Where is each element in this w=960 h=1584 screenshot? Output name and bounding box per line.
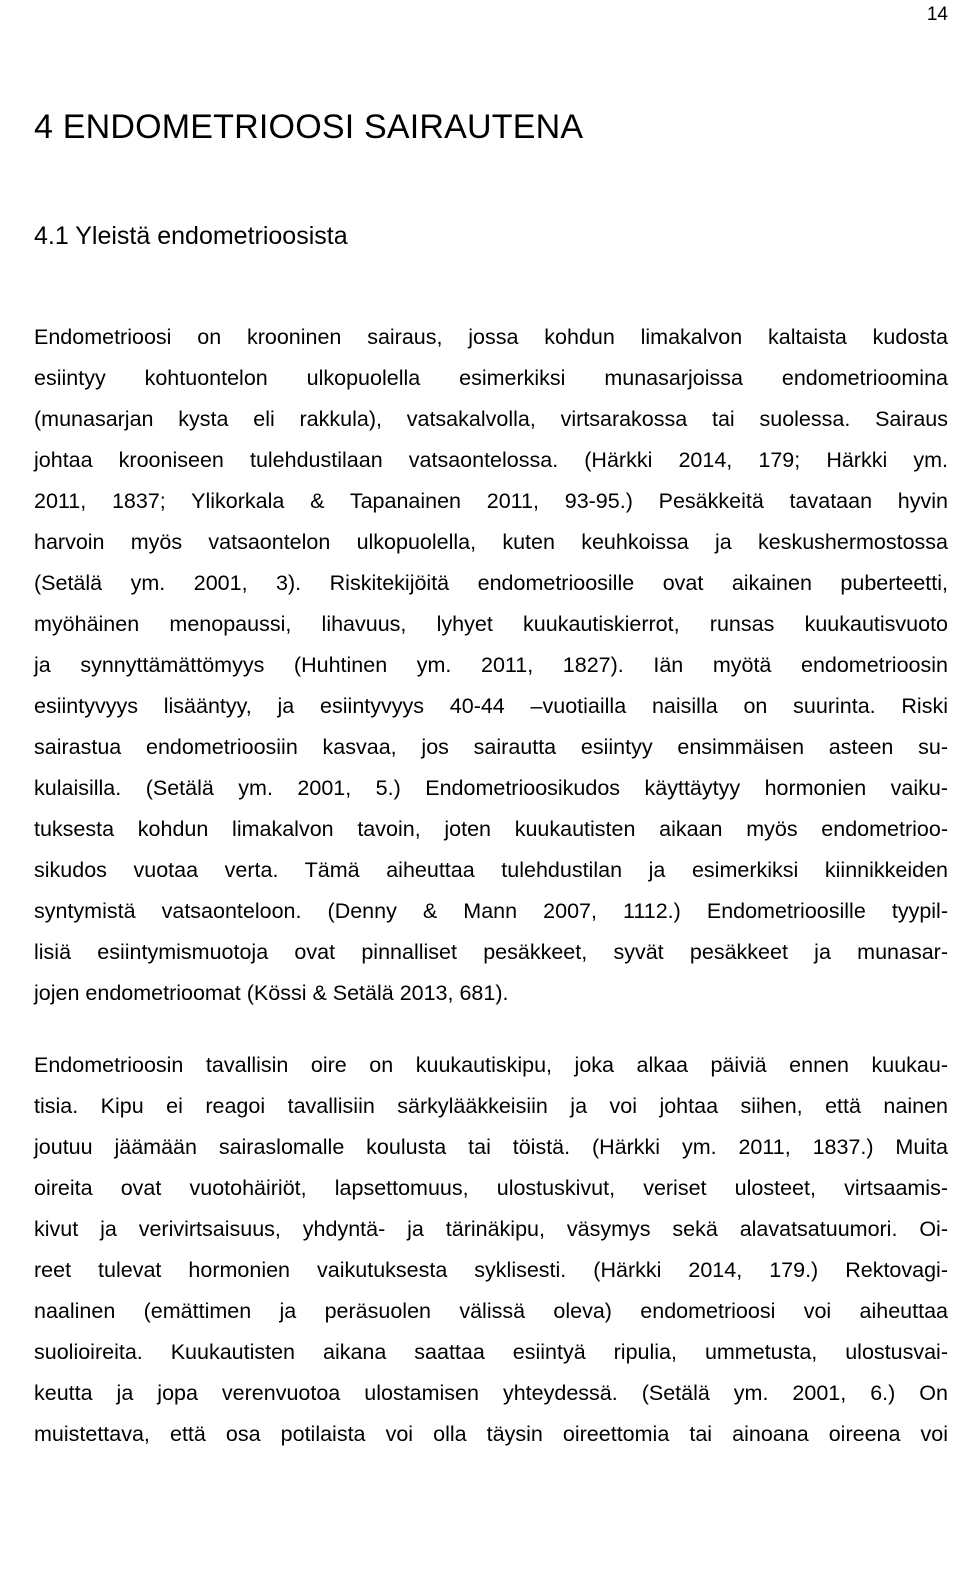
paragraph-line: myöhäinen menopaussi, lihavuus, lyhyet kuukautiskierrot, runsas kuukautisvuoto (34, 612, 948, 636)
paragraph-line: kivut ja verivirtsaisuus, yhdyntä- ja tärinäkipu, väsymys sekä alavatsatuumori. Oi- (34, 1217, 948, 1241)
paragraph-line: ja synnyttämättömyys (Huhtinen ym. 2011, 1827). Iän myötä endometrioosin (34, 653, 948, 677)
page-number: 14 (926, 4, 948, 25)
paragraph-line: tisia. Kipu ei reagoi tavallisiin särkylääkkeisiin ja voi johtaa siihen, että nainen (34, 1094, 948, 1118)
paragraph-line: keutta ja jopa verenvuotoa ulostamisen yhteydessä. (Setälä ym. 2001, 6.) On (34, 1381, 948, 1405)
paragraph-line: muistettava, että osa potilaista voi olla täysin oireettomia tai ainoana oireena voi (34, 1422, 948, 1446)
paragraph-line: naalinen (emättimen ja peräsuolen välissä oleva) endometrioosi voi aiheuttaa (34, 1299, 948, 1323)
paragraph-line: sairastua endometrioosiin kasvaa, jos sairautta esiintyy ensimmäisen asteen su- (34, 735, 948, 759)
paragraph-line: reet tulevat hormonien vaikutuksesta syklisesti. (Härkki 2014, 179.) Rektovagi- (34, 1258, 948, 1282)
paragraph-line: (munasarjan kysta eli rakkula), vatsakalvolla, virtsarakossa tai suolessa. Sairaus (34, 407, 948, 431)
chapter-title: 4 ENDOMETRIOOSI SAIRAUTENA (34, 108, 584, 146)
paragraph-line: (Setälä ym. 2001, 3). Riskitekijöitä endometrioosille ovat aikainen puberteetti, (34, 571, 948, 595)
paragraph-line: kulaisilla. (Setälä ym. 2001, 5.) Endometrioosikudos käyttäytyy hormonien vaiku- (34, 776, 948, 800)
paragraph-line: lisiä esiintymismuotoja ovat pinnalliset pesäkkeet, syvät pesäkkeet ja munasar- (34, 940, 948, 964)
paragraph-line: joutuu jäämään sairaslomalle koulusta tai töistä. (Härkki ym. 2011, 1837.) Muita (34, 1135, 948, 1159)
paragraph-line: syntymistä vatsaonteloon. (Denny & Mann 2007, 1112.) Endometrioosille tyypil- (34, 899, 948, 923)
paragraph-line: oireita ovat vuotohäiriöt, lapsettomuus, ulostuskivut, veriset ulosteet, virtsaamis- (34, 1176, 948, 1200)
paragraph-line: tuksesta kohdun limakalvon tavoin, joten kuukautisten aikaan myös endometrioo- (34, 817, 948, 841)
paragraph-line: johtaa krooniseen tulehdustilaan vatsaontelossa. (Härkki 2014, 179; Härkki ym. (34, 448, 948, 472)
paragraph-line: sikudos vuotaa verta. Tämä aiheuttaa tulehdustilan ja esimerkiksi kiinnikkeiden (34, 858, 948, 882)
paragraph-line: esiintyy kohtuontelon ulkopuolella esimerkiksi munasarjoissa endometrioomina (34, 366, 948, 390)
paragraph-line: 2011, 1837; Ylikorkala & Tapanainen 2011, 93-95.) Pesäkkeitä tavataan hyvin (34, 489, 948, 513)
paragraph-line: suolioireita. Kuukautisten aikana saattaa esiintyä ripulia, ummetusta, ulostusvai- (34, 1340, 948, 1364)
paragraph-line: esiintyvyys lisääntyy, ja esiintyvyys 40-44 –vuotiailla naisilla on suurinta. Riski (34, 694, 948, 718)
section-title: 4.1 Yleistä endometrioosista (34, 222, 348, 250)
paragraph-line: Endometrioosin tavallisin oire on kuukautiskipu, joka alkaa päiviä ennen kuukau- (34, 1053, 948, 1077)
paragraph-line: harvoin myös vatsaontelon ulkopuolella, kuten keuhkoissa ja keskushermostossa (34, 530, 948, 554)
paragraph-line: Endometrioosi on krooninen sairaus, jossa kohdun limakalvon kaltaista kudosta (34, 325, 948, 349)
paragraph-line: jojen endometrioomat (Kössi & Setälä 2013, 681). (34, 981, 509, 1005)
